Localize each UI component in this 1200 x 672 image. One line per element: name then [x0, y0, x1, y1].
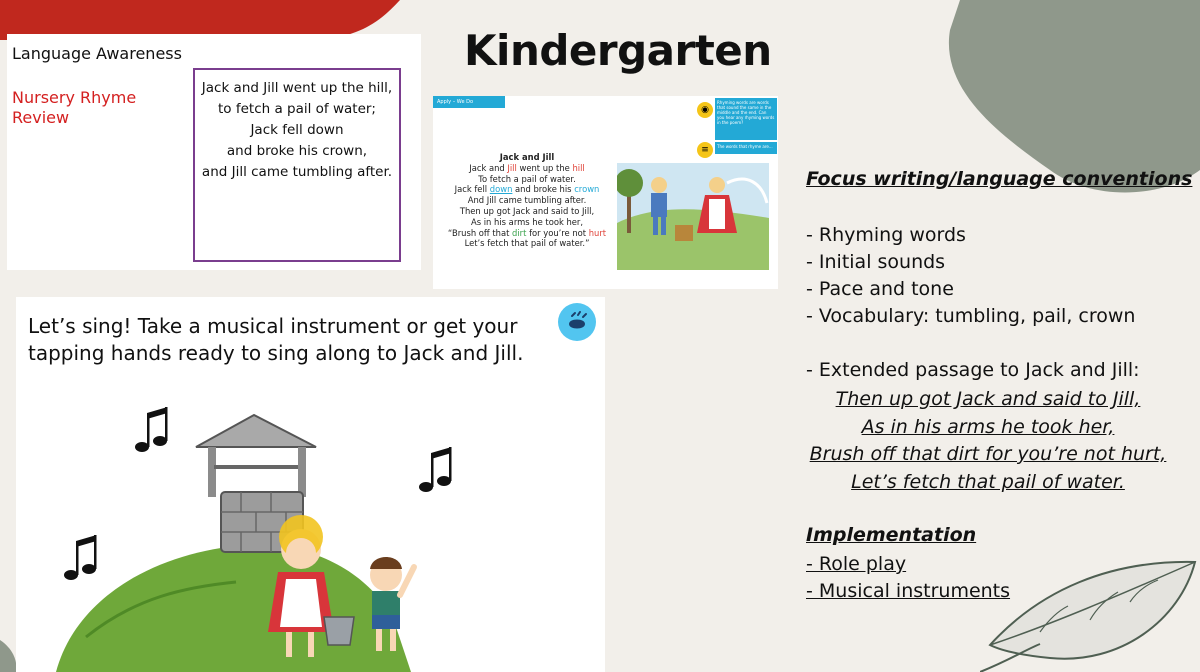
passage-line: Then up got Jack and said to Jill,: [835, 388, 1141, 410]
focus-heading: Focus writing/language conventions: [806, 168, 1193, 190]
panel-heading: Language Awareness: [12, 44, 182, 63]
focus-list: [806, 222, 1135, 330]
sing-along-icon: [558, 303, 596, 341]
list-item: - Role play: [806, 553, 907, 575]
info-box: Rhyming words are words that sound the same in the middle and the end. Can you hear any rhyming words in the poem?: [715, 98, 777, 140]
list-item: - Rhyming words: [806, 224, 966, 246]
page-title: Kindergarten: [464, 26, 772, 75]
passage-line: Brush off that dirt for you’re not hurt,: [809, 443, 1167, 465]
list-item: - Pace and tone: [806, 278, 954, 300]
poem-title: Jack and Jill: [499, 152, 555, 162]
sing-instruction: Let’s sing! Take a musical instrument or get your tapping hands ready to sing along to Jack and Jill.: [28, 314, 524, 365]
list-item: - Vocabulary: tumbling, pail, crown: [806, 305, 1136, 327]
apply-tag: Apply – We Do: [433, 96, 505, 108]
poem-line: Then up got Jack and said to Jill,: [459, 205, 595, 216]
leaf-outline-icon: [980, 540, 1200, 672]
panel-subheading: Nursery Rhyme Review: [12, 88, 137, 127]
rhyme-text: [195, 78, 399, 183]
implementation-list: [806, 551, 1010, 605]
poem-line: To fetch a pail of water.: [478, 173, 576, 184]
rhyme-line: and Jill came tumbling after.: [201, 164, 393, 180]
list-item: - Musical instruments: [806, 580, 1011, 602]
list-item: - Initial sounds: [806, 251, 946, 273]
poem-line: Jack fell down and broke his crown: [454, 184, 600, 195]
music-note-icon: [135, 407, 168, 452]
rhyme-line: and broke his crown,: [226, 143, 368, 159]
poem-line: Jack and Jill went up the hill: [469, 162, 585, 173]
rhyme-line: Jack and Jill went up the hill,: [201, 80, 393, 96]
rhyme-icon: ≡: [697, 142, 713, 158]
poem-line: Let’s fetch that pail of water.”: [464, 238, 590, 249]
implementation-heading: Implementation: [806, 524, 977, 546]
music-note-icon: [64, 535, 97, 580]
info-box-small: The words that rhyme are...: [715, 142, 777, 154]
extended-passage: [800, 386, 1176, 496]
poem-line: “Brush off that dirt for you’re not hurt: [447, 227, 607, 238]
extended-label: - Extended passage to Jack and Jill:: [806, 359, 1140, 381]
jack-and-jill-illustration: [617, 163, 769, 270]
poem-line: And Jill came tumbling after.: [467, 195, 587, 206]
passage-line: As in his arms he took her,: [861, 415, 1115, 438]
music-note-icon: [419, 447, 452, 492]
apply-we-do-panel: [433, 96, 778, 289]
sing-along-panel: [16, 297, 605, 672]
poem-text: [447, 152, 607, 249]
passage-line: Let’s fetch that pail of water.: [851, 470, 1125, 493]
poem-line: As in his arms he took her,: [470, 216, 584, 227]
rhyme-line: to fetch a pail of water;: [218, 101, 376, 117]
rhyme-line: Jack fell down: [250, 122, 344, 138]
language-awareness-panel: [7, 34, 421, 270]
ear-icon: ◉: [697, 102, 713, 118]
rhyme-box: [193, 68, 401, 262]
